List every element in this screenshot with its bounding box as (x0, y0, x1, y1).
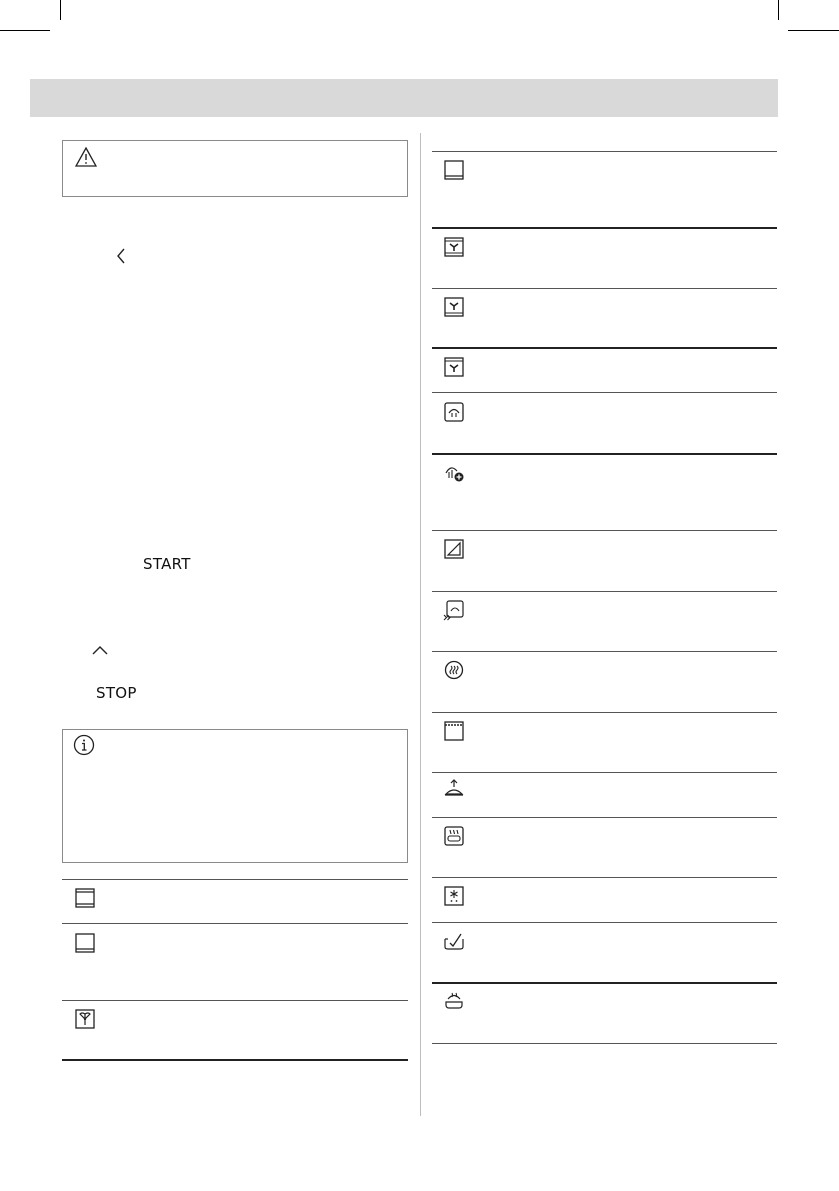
grill-fan-icon (443, 401, 465, 423)
crop-mark-left-v (60, 0, 61, 20)
column-divider (420, 133, 421, 1116)
warning-triangle-icon (75, 147, 97, 171)
bottom-heat-icon (443, 159, 465, 181)
keep-warm-icon (443, 778, 465, 800)
right-table-rule (432, 288, 777, 289)
right-table-rule (432, 922, 777, 923)
left-table-rule (62, 923, 408, 924)
true-fan-icon (74, 1008, 96, 1030)
right-table-rule (432, 817, 777, 818)
bottom-heat-icon (74, 932, 96, 954)
slow-cook-icon (443, 538, 465, 560)
right-table-rule (432, 877, 777, 878)
right-table-rule (432, 712, 777, 713)
chevron-up-icon[interactable] (92, 640, 108, 659)
stop-label[interactable]: STOP (96, 684, 137, 702)
bread-baking-icon (443, 825, 465, 847)
left-table-rule (62, 879, 408, 880)
crop-mark-right-h (788, 30, 839, 31)
info-box (62, 729, 408, 863)
right-table-rule (432, 151, 777, 152)
right-table-rule (432, 347, 777, 349)
right-table-rule (432, 392, 777, 393)
top-heat-icon (443, 720, 465, 742)
crop-mark-left-h (0, 30, 50, 31)
info-circle-icon (73, 734, 95, 760)
left-table-rule (62, 1000, 408, 1001)
fan-bottom-heat-icon (443, 296, 465, 318)
steam-plus-icon (443, 461, 465, 483)
right-table-rule (432, 772, 777, 773)
steam-fast-icon (443, 599, 465, 621)
dough-proving-icon (443, 930, 465, 952)
chevron-left-icon[interactable] (116, 248, 126, 268)
fan-top-heat-icon (443, 356, 465, 378)
fan-top-bottom-icon (443, 236, 465, 258)
top-bottom-heat-icon (74, 887, 96, 909)
moist-fan-icon (443, 659, 465, 681)
left-table-bottom-rule (62, 1059, 408, 1061)
section-header-bar (30, 79, 778, 117)
crop-mark-right-v (778, 0, 779, 20)
right-table-rule (432, 591, 777, 592)
right-table-rule (432, 530, 777, 531)
warning-box (62, 140, 408, 197)
right-table-bottom-rule (432, 1043, 777, 1044)
right-table-rule (432, 453, 777, 455)
start-label[interactable]: START (143, 555, 191, 573)
right-table-rule (432, 982, 777, 984)
right-table-rule (432, 227, 777, 229)
right-table-rule (432, 651, 777, 652)
dish-warming-icon (443, 991, 465, 1013)
defrost-icon (443, 885, 465, 907)
